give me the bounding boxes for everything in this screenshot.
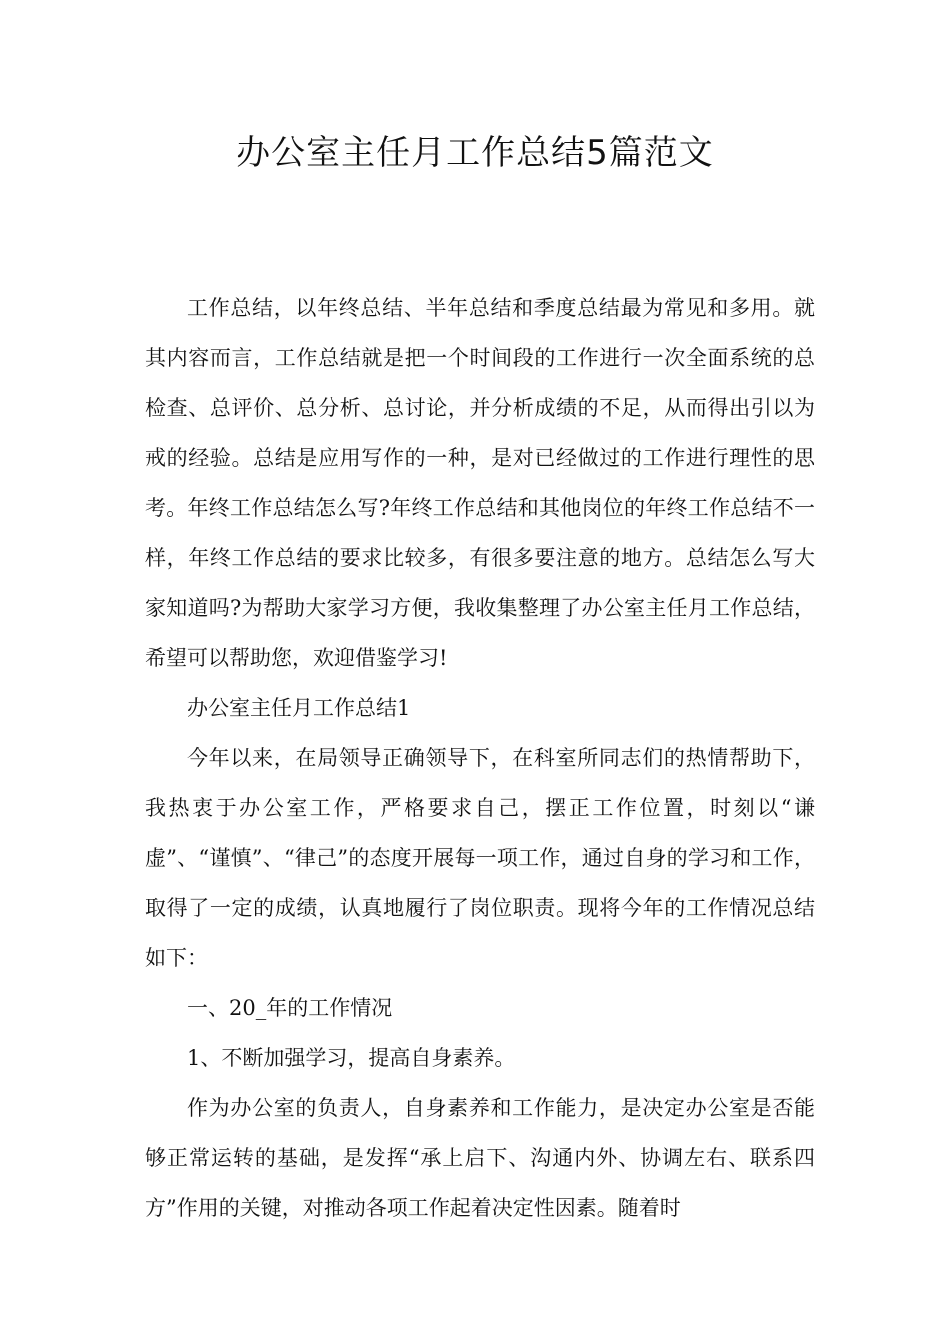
document-title: 办公室主任月工作总结5篇范文: [236, 133, 714, 173]
paragraph-learning: 作为办公室的负责人，自身素养和工作能力，是决定办公室是否能够正常运转的基础，是发挥“承上启下、沟通内外、协调左右、联系四方”作用的关键，对推动各项工作起着决定性因素。随着时: [145, 1096, 815, 1220]
section-heading-work-status: 一、20_年的工作情况: [187, 996, 393, 1020]
paragraph-summary-1-intro: 今年以来，在局领导正确领导下，在科室所同志们的热情帮助下，我热衷于办公室工作，严格要求自己，摆正工作位置，时刻以“谦虚”、“谨慎”、“律己”的态度开展每一项工作，通过自身的学习和工作，取得了一定的成绩，认真地履行了岗位职责。现将今年的工作情况总结如下：: [145, 746, 815, 970]
section-heading-summary-1: 办公室主任月工作总结1: [187, 696, 411, 720]
paragraph-intro: 工作总结，以年终总结、半年总结和季度总结最为常见和多用。就其内容而言，工作总结就是把一个时间段的工作进行一次全面系统的总检查、总评价、总分析、总讨论，并分析成绩的不足，从而得出引以为戒的经验。总结是应用写作的一种，是对已经做过的工作进行理性的思考。年终工作总结怎么写?年终工作总结和其他岗位的年终工作总结不一样，年终工作总结的要求比较多，有很多要注意的地方。总结怎么写大家知道吗?为帮助大家学习方便，我收集整理了办公室主任月工作总结，希望可以帮助您，欢迎借鉴学习!: [145, 296, 815, 670]
document-body: [145, 283, 815, 1233]
subheading-learning: 1、不断加强学习，提高自身素养。: [187, 1046, 516, 1070]
